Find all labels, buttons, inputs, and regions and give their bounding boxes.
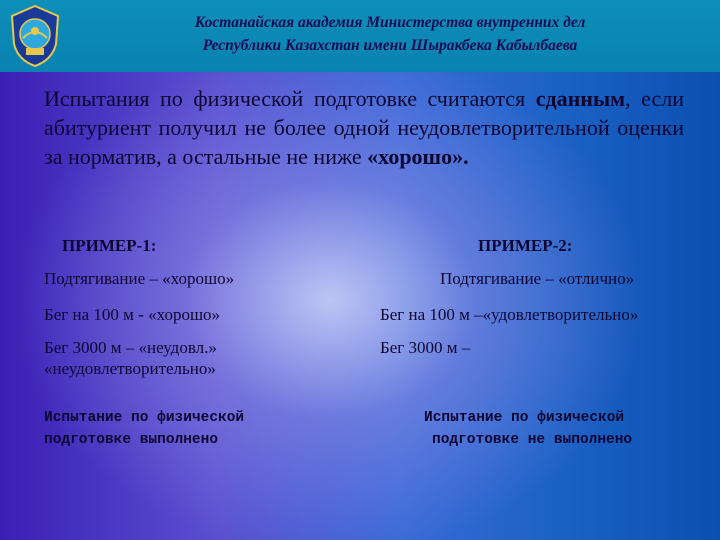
example1-run3000-grade: «неудовлетворительно» (44, 359, 216, 378)
example1-result-line2: подготовке выполнено (44, 432, 219, 448)
intro-bold-passed: сданным (535, 86, 626, 111)
example2-run100: Бег на 100 м –«удовлетворительно» (380, 305, 639, 324)
intro-text-1: Испытания по физической подготовке считаются (44, 86, 536, 111)
header-bar (0, 0, 720, 72)
example2-result-line2: подготовке не выполнено (432, 432, 633, 448)
academy-emblem-icon (6, 4, 64, 68)
intro-bold-good: «хорошо». (367, 144, 469, 169)
example2-pullup: Подтягивание – «отлично» (440, 269, 635, 288)
example1-title: ПРИМЕР-1: (62, 236, 157, 255)
example2-title: ПРИМЕР-2: (478, 236, 573, 255)
intro-text-2: , если абитуриент получил не более одной неудовлетворительной оценки за норматив, а остальные не ниже (44, 86, 684, 169)
example1-result-line1: Испытание по физической (44, 410, 245, 426)
example1-run100: Бег на 100 м - «хорошо» (44, 305, 221, 324)
intro-paragraph (44, 84, 684, 171)
header-title-line1: Костанайская академия Министерства внутренних дел (194, 14, 586, 31)
example1-run3000: Бег 3000 м – «неудовл.» (44, 338, 217, 357)
example2-result-line1: Испытание по физической (424, 410, 625, 426)
example2-run3000: Бег 3000 м – (380, 338, 471, 357)
header-title-line2: Республики Казахстан имени Шыракбека Кабылбаева (202, 37, 578, 54)
example1-pullup: Подтягивание – «хорошо» (44, 269, 235, 288)
